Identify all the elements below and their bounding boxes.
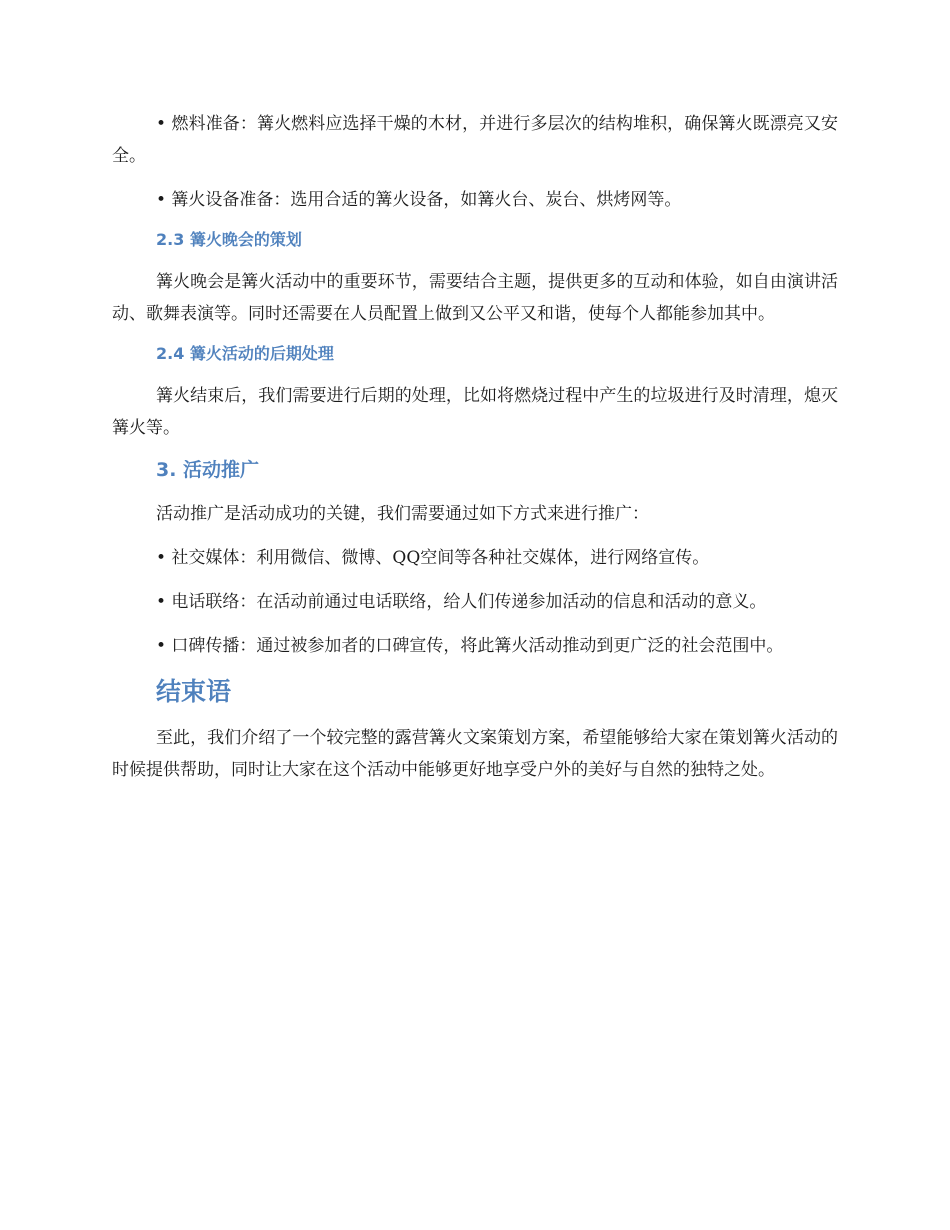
heading-2-3-bonfire-party: 2.3 篝火晚会的策划 [156, 230, 302, 249]
paragraph-promotion-intro: 活动推广是活动成功的关键，我们需要通过如下方式来进行推广： [156, 504, 649, 524]
bullet-phone-contact: • 电话联络：在活动前通过电话联络，给人们传递参加活动的信息和活动的意义。 [156, 592, 767, 612]
paragraph-post-processing: 篝火结束后，我们需要进行后期的处理，比如将燃烧过程中产生的垃圾进行及时清理，熄灭篝火等。 [112, 386, 838, 438]
paragraph-conclusion: 至此，我们介绍了一个较完整的露营篝火文案策划方案，希望能够给大家在策划篝火活动的时候提供帮助，同时让大家在这个活动中能够更好地享受户外的美好与自然的独特之处。 [112, 728, 838, 780]
paragraph-bonfire-party: 篝火晚会是篝火活动中的重要环节，需要结合主题，提供更多的互动和体验，如自由演讲活动、歌舞表演等。同时还需要在人员配置上做到又公平又和谐，使每个人都能参加其中。 [112, 272, 838, 324]
heading-conclusion: 结束语 [156, 677, 232, 706]
bullet-equipment-preparation: • 篝火设备准备：选用合适的篝火设备，如篝火台、炭台、烘烤网等。 [156, 190, 682, 210]
document-page [112, 108, 838, 798]
heading-2-4-post-processing: 2.4 篝火活动的后期处理 [156, 344, 334, 363]
bullet-social-media: • 社交媒体：利用微信、微博、QQ空间等各种社交媒体，进行网络宣传。 [156, 548, 710, 568]
bullet-fuel-preparation: • 燃料准备：篝火燃料应选择干燥的木材，并进行多层次的结构堆积，确保篝火既漂亮又安全。 [112, 114, 838, 166]
bullet-word-of-mouth: • 口碑传播：通过被参加者的口碑宣传，将此篝火活动推动到更广泛的社会范围中。 [156, 636, 784, 656]
heading-3-promotion: 3. 活动推广 [156, 459, 260, 481]
